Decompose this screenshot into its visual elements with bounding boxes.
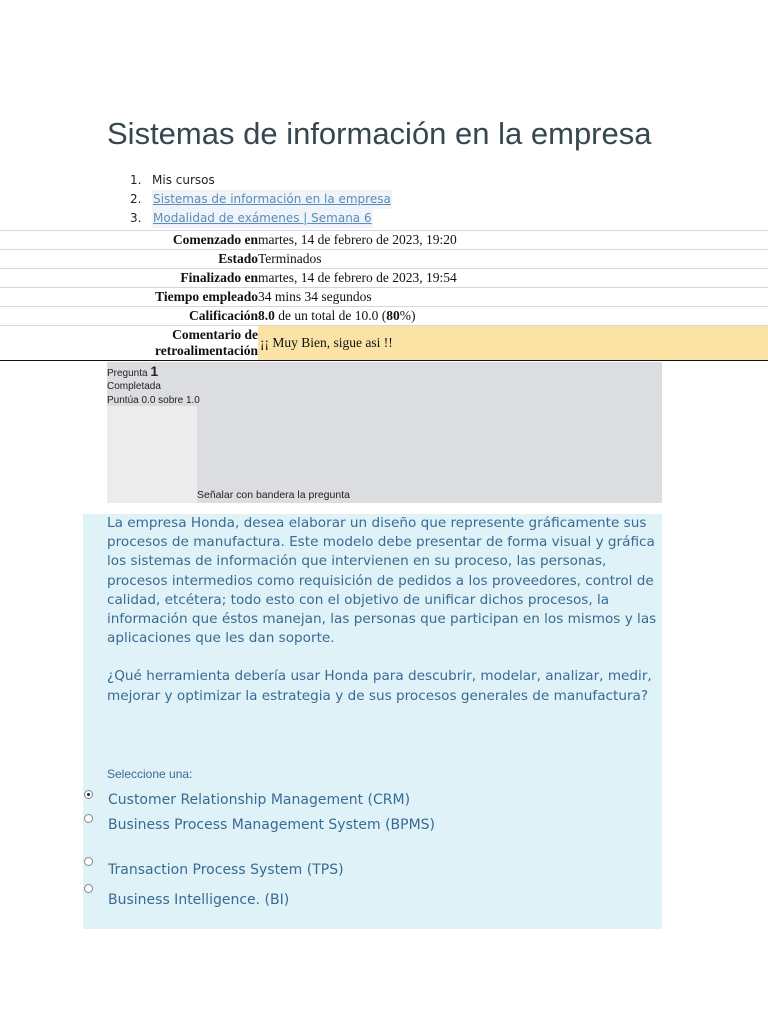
question-number-line (107, 363, 158, 379)
question-info-box (107, 406, 197, 503)
finished-value: martes, 14 de febrero de 2023, 19:54 (258, 270, 457, 285)
feedback-label (0, 326, 258, 361)
breadcrumb (130, 171, 392, 228)
breadcrumb-link-course[interactable]: Sistemas de información en la empresa (152, 190, 392, 209)
breadcrumb-item (130, 209, 392, 228)
question-label: Pregunta (107, 368, 148, 379)
breadcrumb-mis-cursos: Mis cursos (152, 173, 215, 187)
summary-row-finished (0, 269, 768, 288)
summary-row-started (0, 231, 768, 250)
time-label: Tiempo empleado (155, 289, 258, 304)
breadcrumb-number: 2. (130, 192, 142, 206)
attempt-summary-table (0, 230, 768, 361)
radio-button[interactable] (84, 884, 93, 893)
grade-label: Calificación (189, 308, 258, 323)
answer-option-bpms[interactable] (83, 812, 662, 836)
summary-row-time (0, 288, 768, 307)
summary-row-grade (0, 307, 768, 326)
grade-total: de un total de 10.0 ( (274, 308, 387, 323)
question-state: Completada (107, 381, 161, 392)
time-value: 34 mins 34 segundos (258, 289, 372, 304)
grade-percent: 80 (386, 308, 400, 323)
question-body (107, 514, 662, 725)
answer-option-label: Business Intelligence. (BI) (108, 892, 290, 908)
radio-button[interactable] (84, 814, 93, 823)
state-label: Estado (218, 251, 258, 266)
answer-option-crm[interactable] (83, 788, 662, 812)
answer-option-tps[interactable] (83, 856, 662, 880)
started-label: Comenzado en (172, 232, 258, 247)
summary-row-state (0, 250, 768, 269)
finished-label: Finalizado en (180, 270, 258, 285)
breadcrumb-number: 1. (130, 173, 142, 187)
question-content (83, 514, 662, 929)
feedback-label-line2: retroalimentación (155, 343, 258, 358)
question-info-panel (107, 362, 662, 503)
breadcrumb-item (130, 190, 392, 209)
question-score: Puntúa 0.0 sobre 1.0 (107, 395, 200, 406)
answer-option-label: Transaction Process System (TPS) (108, 862, 344, 878)
question-prompt: ¿Qué herramienta debería usar Honda para descubrir, modelar, analizar, medir, mejorar y optimizar la estrategia y de sus procesos generales de manufactura? (107, 668, 652, 704)
answer-option-label: Business Process Management System (BPMS) (108, 817, 436, 833)
state-value: Terminados (258, 251, 322, 266)
summary-row-feedback (0, 326, 768, 361)
started-value: martes, 14 de febrero de 2023, 19:20 (258, 232, 457, 247)
grade-percent-suffix: %) (399, 308, 416, 323)
answer-option-label: Customer Relationship Management (CRM) (108, 792, 411, 808)
radio-button[interactable] (84, 857, 93, 866)
breadcrumb-number: 3. (130, 211, 142, 225)
feedback-label-line1: Comentario de (172, 327, 258, 342)
select-one-label: Seleccione una: (107, 767, 193, 781)
flag-question-link[interactable]: Señalar con bandera la pregunta (197, 489, 350, 501)
grade-value (258, 307, 768, 326)
breadcrumb-item (130, 171, 392, 190)
question-paragraph: La empresa Honda, desea elaborar un diseño que represente gráficamente sus procesos de manufactura. Este modelo debe presentar de forma visual y gráfica los sistemas de información que intervienen en su proceso, las personas, procesos intermedios como requisición de pedidos a los proveedores, control de calidad, etcétera; todo esto con el objetivo de unificar dichos procesos, la información que éstos manejan, las personas que participan en los mismos y las aplicaciones que les dan soporte. (107, 515, 657, 647)
question-number: 1 (150, 363, 159, 379)
breadcrumb-link-exam-week[interactable]: Modalidad de exámenes | Semana 6 (152, 209, 373, 228)
radio-button-selected[interactable] (84, 790, 93, 799)
answer-option-bi[interactable] (83, 882, 662, 906)
feedback-value: ¡¡ Muy Bien, sigue asi !! (258, 326, 768, 361)
grade-score: 8.0 (258, 308, 275, 323)
page-title: Sistemas de información en la empresa (107, 116, 652, 151)
